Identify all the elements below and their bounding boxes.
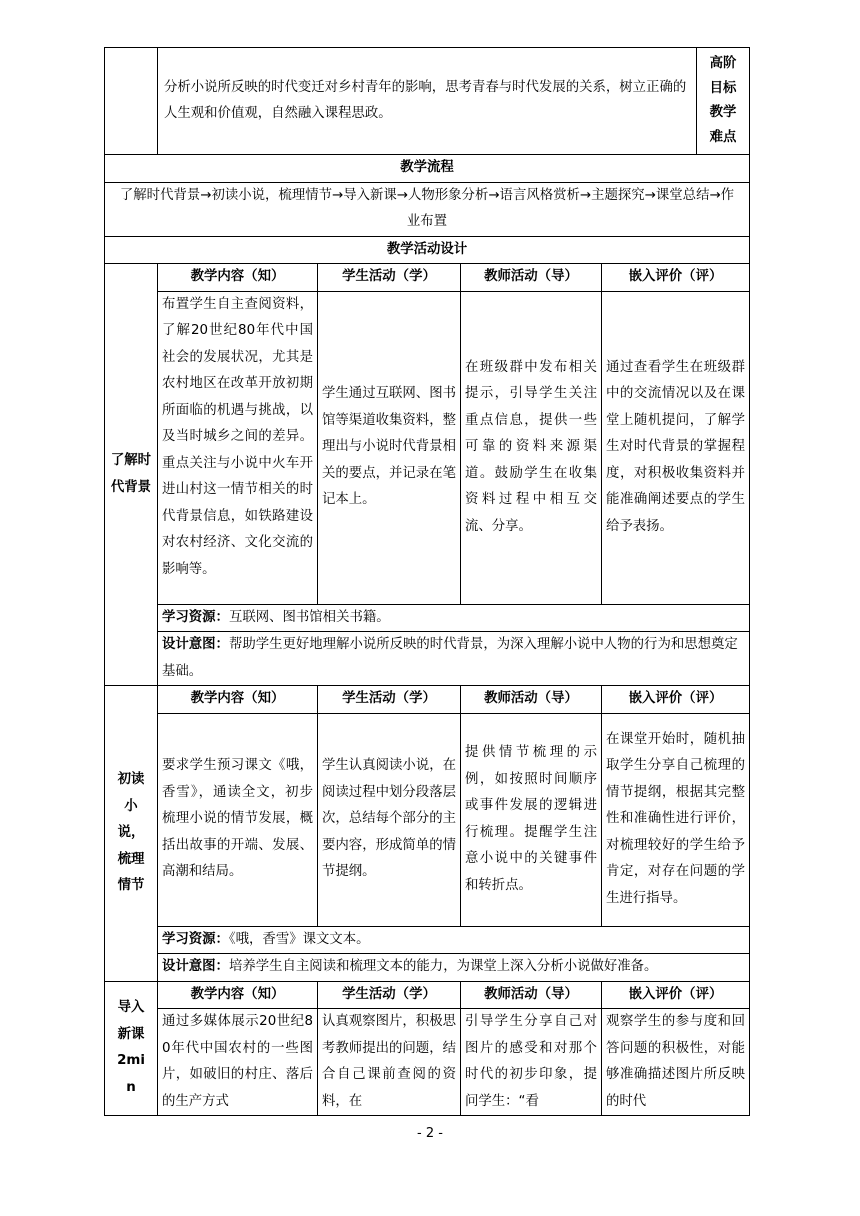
- section-resource: [158, 604, 750, 632]
- design-title: 教学活动设计: [105, 236, 750, 264]
- intent-text: 帮助学生更好地理解小说所反映的时代背景，为深入理解小说中人物的行为和思想奠定基础。: [162, 637, 738, 679]
- flow-title-row: [105, 155, 750, 183]
- intent-label: 设计意图：: [162, 637, 229, 652]
- header-teacher: 教师活动（导）: [461, 264, 602, 292]
- header-eval: 嵌入评价（评）: [602, 981, 750, 1009]
- flow-text-row: [105, 182, 750, 236]
- page-number: - 2 -: [417, 1126, 443, 1141]
- section-header-row: [105, 264, 750, 292]
- section-student: 学生认真阅读小说，在阅读过程中划分段落层次，总结每个部分的主要内容，形成简单的情节提纲。: [318, 713, 461, 926]
- header-content: 教学内容（知）: [158, 686, 318, 714]
- section-eval: 通过查看学生在班级群中的交流情况以及在课堂上随机提问，了解学生对时代背景的掌握程度，对积极收集资料并能准确阐述要点的学生给予表扬。: [602, 291, 750, 604]
- intent-text: 培养学生自主阅读和梳理文本的能力，为课堂上深入分析小说做好准备。: [228, 959, 658, 974]
- resource-text: 互联网、图书馆相关书籍。: [228, 609, 390, 625]
- section-student: 学生通过互联网、图书馆等渠道收集资料，整理出与小说时代背景相关的要点，并记录在笔记本上。: [318, 291, 461, 604]
- header-student: 学生活动（学）: [318, 981, 461, 1009]
- lesson-plan-table: [104, 47, 750, 1116]
- section-eval: 在课堂开始时，随机抽取学生分享自己梳理的情节提纲，根据其完整性和准确性进行评价，对梳理较好的学生给予肯定，对存在问题的学生进行指导。: [602, 713, 750, 926]
- section-intent-row: [105, 954, 750, 982]
- section-header-row: [105, 981, 750, 1009]
- section-resource-row: [105, 604, 750, 632]
- resource-label: 学习资源：: [162, 609, 229, 625]
- header-eval: 嵌入评价（评）: [602, 686, 750, 714]
- section-header-row: [105, 686, 750, 714]
- objective-side-label: 高阶目标教学难点: [697, 48, 750, 155]
- flow-text: 了解时代背景→初读小说，梳理情节→导入新课→人物形象分析→语言风格赏析→主题探究→课堂总结→作业布置: [105, 182, 750, 236]
- header-content: 教学内容（知）: [158, 264, 318, 292]
- section-label: 导入新课2min: [105, 981, 158, 1116]
- header-eval: 嵌入评价（评）: [602, 264, 750, 292]
- header-student: 学生活动（学）: [318, 686, 461, 714]
- section-content: 要求学生预习课文《哦，香雪》，通读全文，初步梳理小说的情节发展，概括出故事的开端、发展、高潮和结局。: [158, 713, 318, 926]
- objective-empty-cell: [105, 48, 158, 155]
- section-intent: [158, 632, 750, 686]
- section-content: 布置学生自主查阅资料，了解20世纪80年代中国社会的发展状况，尤其是农村地区在改革开放初期所面临的机遇与挑战，以及当时城乡之间的差异。重点关注与小说中火车开进山村这一情节相关的时代背景信息，如铁路建设对农村经济、文化交流的影响等。: [158, 291, 318, 604]
- design-title-row: [105, 236, 750, 264]
- header-teacher: 教师活动（导）: [461, 686, 602, 714]
- section-resource-row: [105, 926, 750, 954]
- section-content: 通过多媒体展示20世纪80年代中国农村的一些图片，如破旧的村庄、落后的生产方式: [158, 1009, 318, 1116]
- resource-text: 《哦，香雪》课文文本。: [228, 931, 370, 947]
- section-intent: [158, 954, 750, 982]
- section-body-row: [105, 291, 750, 604]
- header-content: 教学内容（知）: [158, 981, 318, 1009]
- section-student: 认真观察图片，积极思考教师提出的问题，结合自己课前查阅的资料，在: [318, 1009, 461, 1116]
- section-label: 了解时代背景: [105, 264, 158, 686]
- section-body-row: [105, 713, 750, 926]
- resource-label: 学习资源：: [162, 931, 229, 947]
- section-intent-row: [105, 632, 750, 686]
- section-eval: 观察学生的参与度和回答问题的积极性，对能够准确描述图片所反映的时代: [602, 1009, 750, 1116]
- section-resource: [158, 926, 750, 954]
- section-label: 初读小说，梳理情节: [105, 686, 158, 982]
- lesson-plan-page: [104, 47, 749, 1116]
- objective-text: 分析小说所反映的时代变迁对乡村青年的影响，思考青春与时代发展的关系，树立正确的人生观和价值观，自然融入课程思政。: [158, 48, 697, 155]
- objective-row: [105, 48, 750, 155]
- flow-title: 教学流程: [105, 155, 750, 183]
- header-teacher: 教师活动（导）: [461, 981, 602, 1009]
- section-teacher: 引导学生分享自己对图片的感受和对那个时代的初步印象，提问学生：“看: [461, 1009, 602, 1116]
- section-body-row: [105, 1009, 750, 1116]
- intent-label: 设计意图：: [162, 959, 229, 974]
- section-teacher: 在班级群中发布相关提示，引导学生关注重点信息，提供一些可靠的资料来源渠道。鼓励学生在收集资料过程中相互交流、分享。: [461, 291, 602, 604]
- section-teacher: 提供情节梳理的示例，如按照时间顺序或事件发展的逻辑进行梳理。提醒学生注意小说中的关键事件和转折点。: [461, 713, 602, 926]
- header-student: 学生活动（学）: [318, 264, 461, 292]
